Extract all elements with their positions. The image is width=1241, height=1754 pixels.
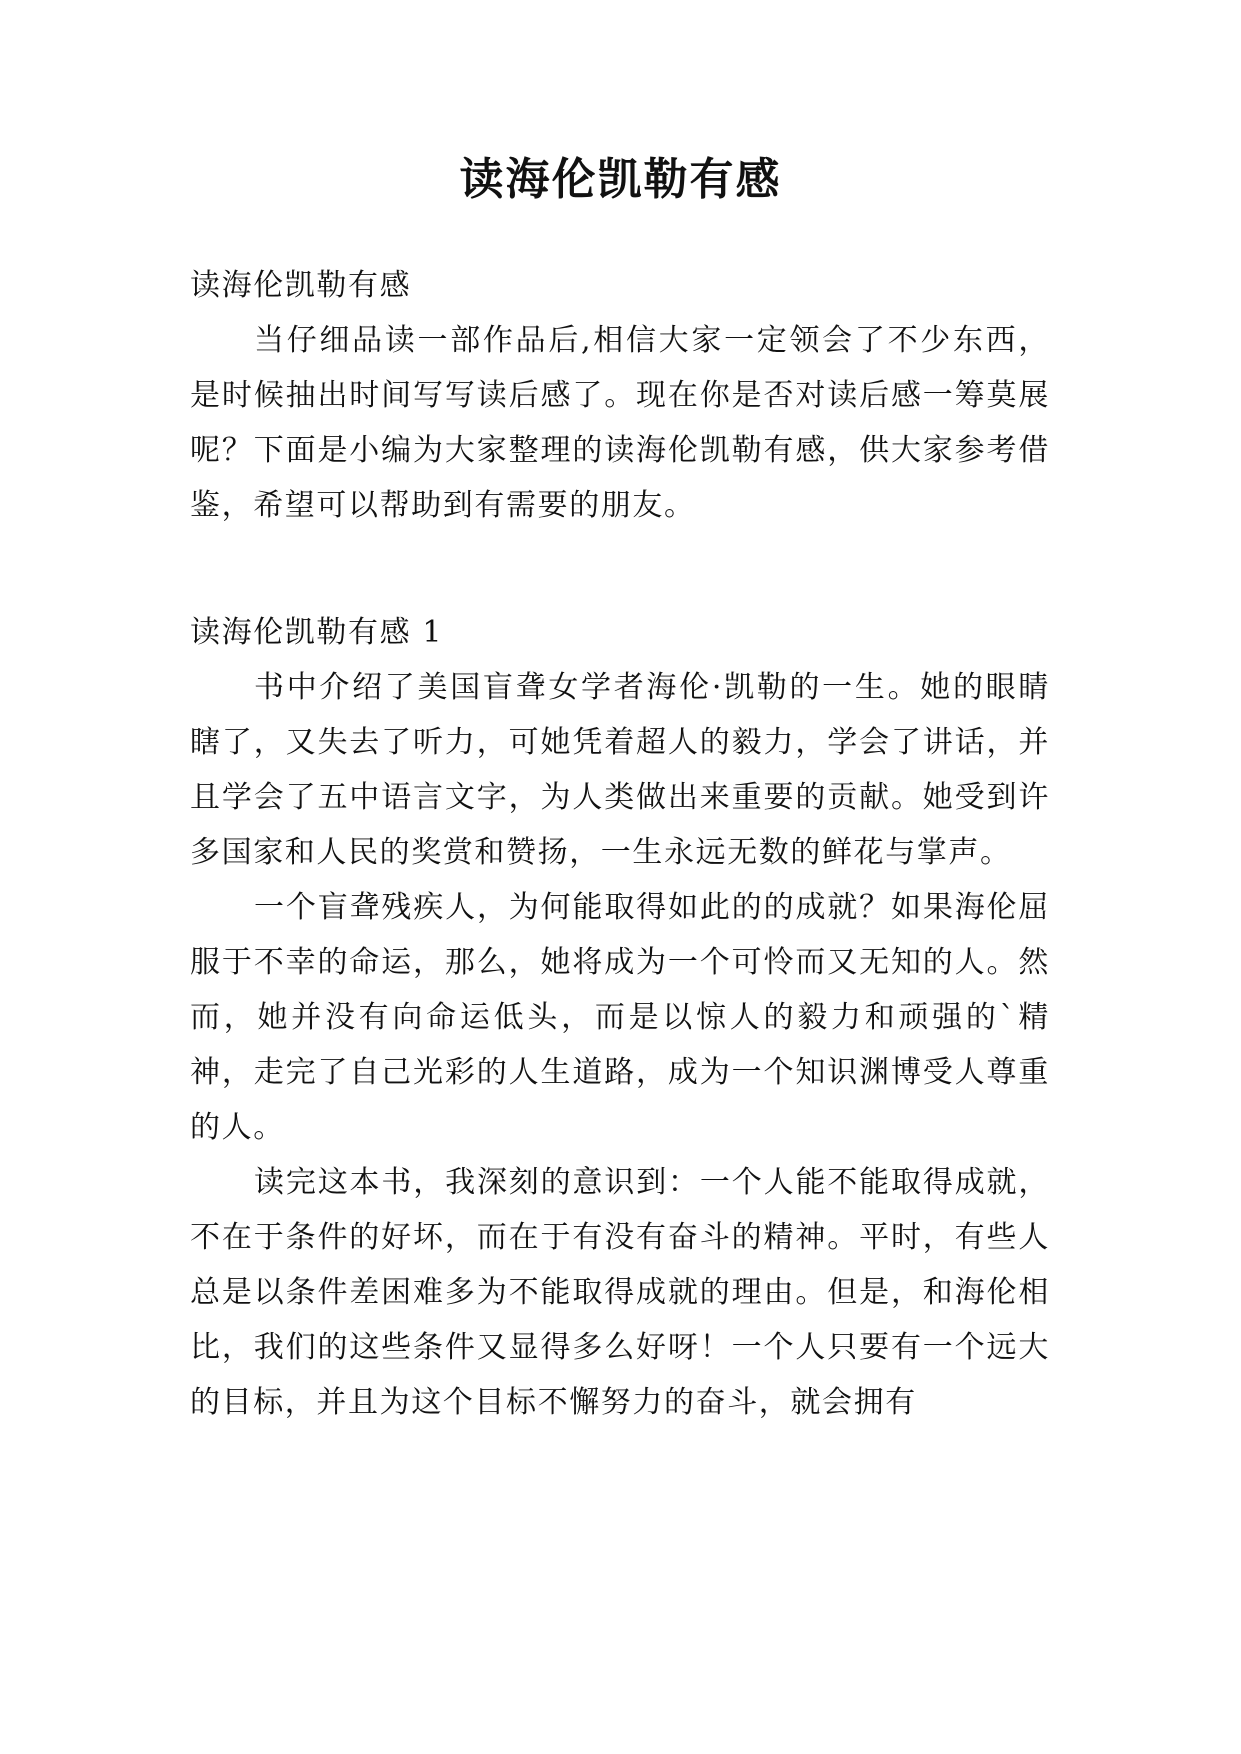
intro-heading: 读海伦凯勒有感 [190, 268, 412, 303]
intro-paragraph: 当仔细品读一部作品后,相信大家一定领会了不少东西，是时候抽出时间写写读后感了。现在你是否对读后感一筹莫展呢？下面是小编为大家整理的读海伦凯勒有感，供大家参考借鉴，希望可以帮助到有需要的朋友。 [190, 323, 1050, 523]
section-spacer [190, 533, 1050, 605]
section-1-paragraph-2: 一个盲聋残疾人，为何能取得如此的的成就？如果海伦屈服于不幸的命运，那么，她将成为一个可怜而又无知的人。然而，她并没有向命运低头，而是以惊人的毅力和顽强的`精神，走完了自己光彩的人生道路，成为一个知识渊博受人尊重的人。 [190, 890, 1050, 1145]
document-body [190, 258, 1050, 1430]
section-1-paragraph-1: 书中介绍了美国盲聋女学者海伦·凯勒的一生。她的眼睛瞎了，又失去了听力，可她凭着超人的毅力，学会了讲话，并且学会了五中语言文字，为人类做出来重要的贡献。她受到许多国家和人民的奖赏和赞扬，一生永远无数的鲜花与掌声。 [190, 670, 1050, 870]
document-title: 读海伦凯勒有感 [459, 154, 782, 205]
section-1 [190, 605, 1050, 1430]
section-1-heading: 读海伦凯勒有感 1 [190, 615, 444, 650]
section-1-paragraph-3: 读完这本书，我深刻的意识到：一个人能不能取得成就，不在于条件的好坏，而在于有没有奋斗的精神。平时，有些人总是以条件差困难多为不能取得成就的理由。但是，和海伦相比，我们的这些条件又显得多么好呀！一个人只要有一个远大的目标，并且为这个目标不懈努力的奋斗，就会拥有 [190, 1165, 1050, 1420]
intro-section [190, 258, 1050, 533]
